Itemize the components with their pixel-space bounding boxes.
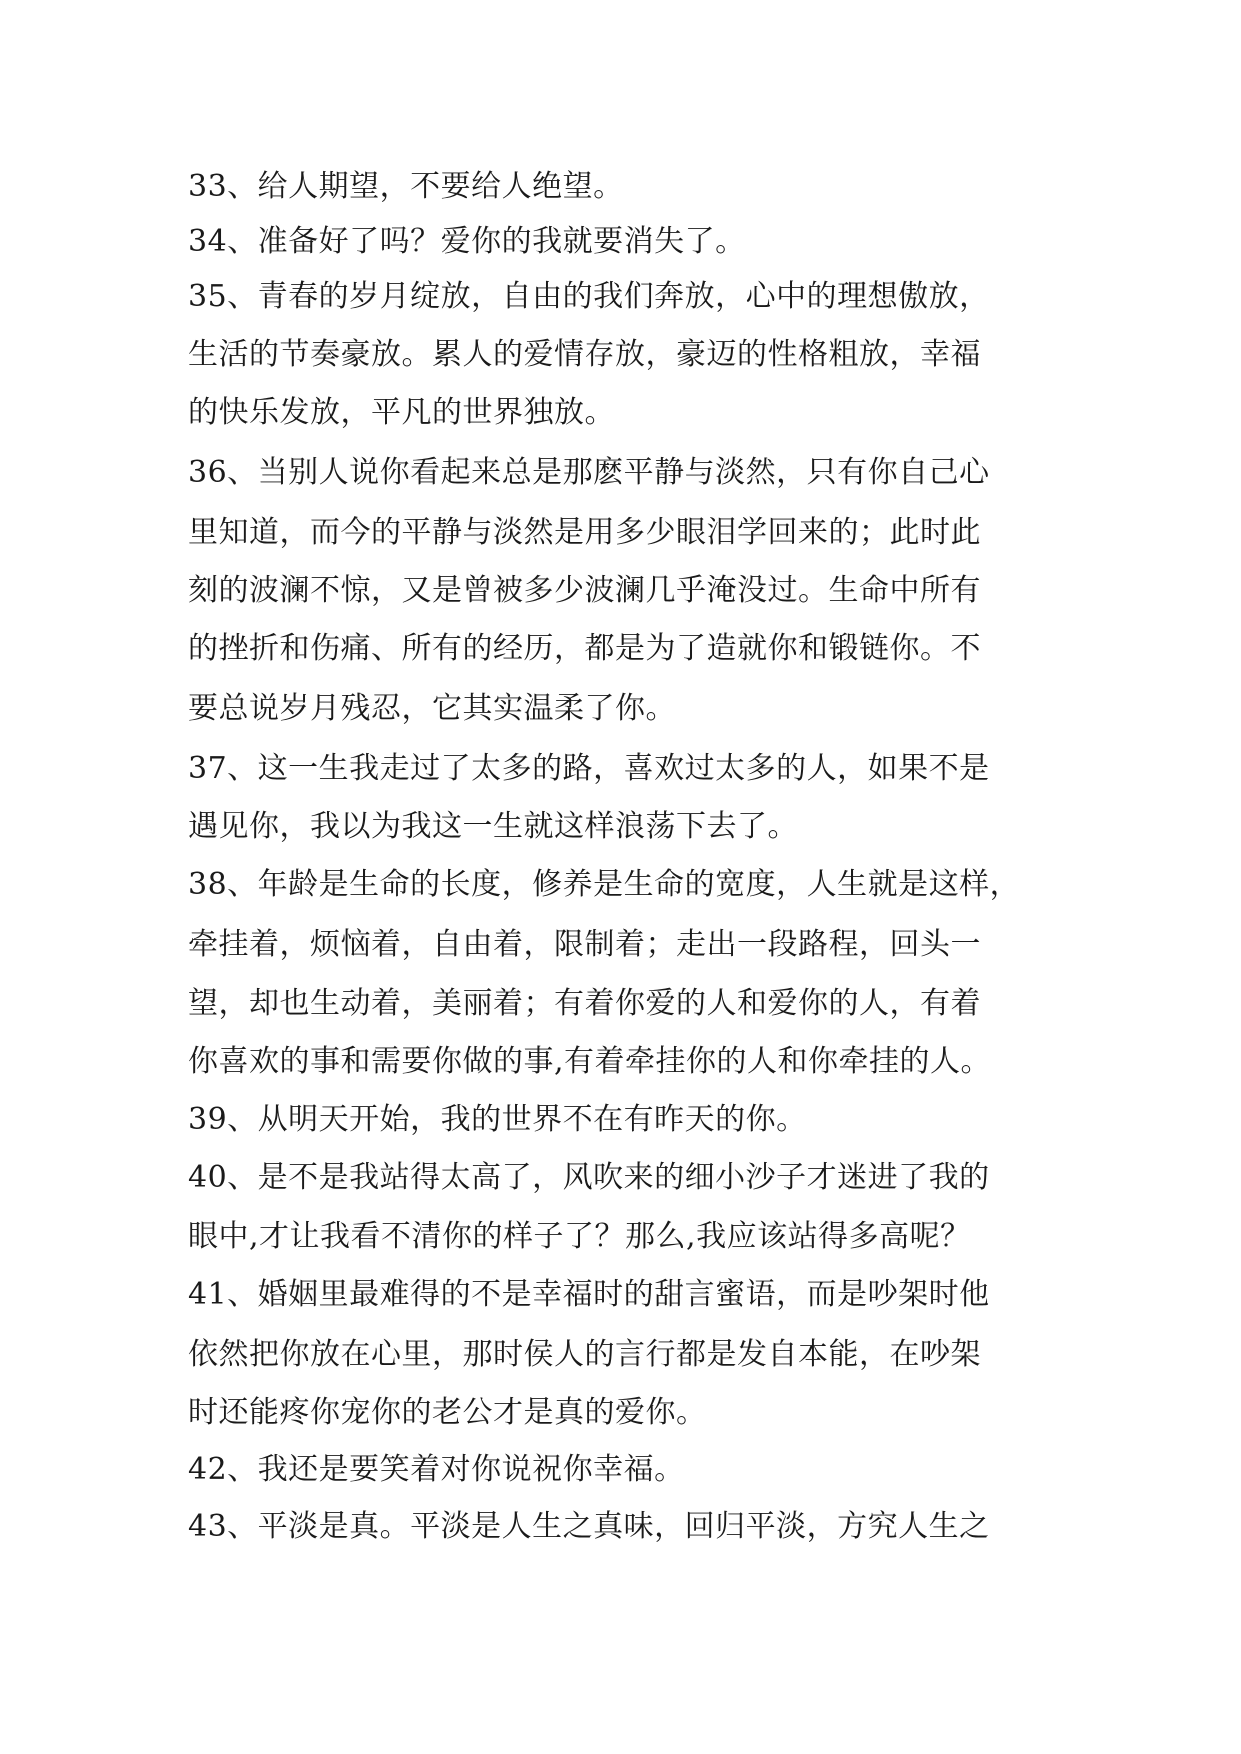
text-line: 42、我还是要笑着对你说祝你幸福。 (188, 1452, 685, 1487)
text-line: 遇见你，我以为我这一生就这样浪荡下去了。 (188, 809, 798, 844)
text-line: 36、当别人说你看起来总是那麽平静与淡然，只有你自己心 (188, 455, 990, 490)
text-line: 35、青春的岁月绽放，自由的我们奔放，心中的理想傲放， (188, 279, 990, 314)
text-line: 牵挂着，烦恼着，自由着，限制着；走出一段路程，回头一 (188, 927, 981, 962)
text-line: 依然把你放在心里，那时侯人的言行都是发自本能，在吵架 (188, 1337, 981, 1372)
text-line: 37、这一生我走过了太多的路，喜欢过太多的人，如果不是 (188, 751, 990, 786)
text-line: 34、准备好了吗？爱你的我就要消失了。 (188, 224, 746, 259)
text-line: 38、年龄是生命的长度，修养是生命的宽度，人生就是这样， (188, 867, 1021, 902)
text-line: 你喜欢的事和需要你做的事,有着牵挂你的人和你牵挂的人。 (188, 1044, 992, 1079)
text-line: 33、给人期望，不要给人绝望。 (188, 169, 624, 204)
text-line: 的快乐发放，平凡的世界独放。 (188, 395, 615, 430)
text-line: 39、从明天开始，我的世界不在有昨天的你。 (188, 1102, 807, 1137)
text-line: 40、是不是我站得太高了，风吹来的细小沙子才迷进了我的 (188, 1160, 990, 1195)
text-line: 生活的节奏豪放。累人的爱情存放，豪迈的性格粗放，幸福 (188, 337, 981, 372)
text-line: 要总说岁月残忍，它其实温柔了你。 (188, 691, 676, 726)
text-line: 时还能疼你宠你的老公才是真的爱你。 (188, 1395, 707, 1430)
text-line: 里知道，而今的平静与淡然是用多少眼泪学回来的；此时此 (188, 515, 981, 550)
text-line: 41、婚姻里最难得的不是幸福时的甜言蜜语，而是吵架时他 (188, 1277, 990, 1312)
text-line: 眼中,才让我看不清你的样子了？那么,我应该站得多高呢？ (188, 1219, 971, 1254)
text-line: 43、平淡是真。平淡是人生之真味，回归平淡，方究人生之 (188, 1509, 990, 1544)
text-line: 刻的波澜不惊，又是曾被多少波澜几乎淹没过。生命中所有 (188, 573, 981, 608)
text-line: 的挫折和伤痛、所有的经历，都是为了造就你和锻链你。不 (188, 631, 981, 666)
text-line: 望，却也生动着，美丽着；有着你爱的人和爱你的人，有着 (188, 986, 981, 1021)
